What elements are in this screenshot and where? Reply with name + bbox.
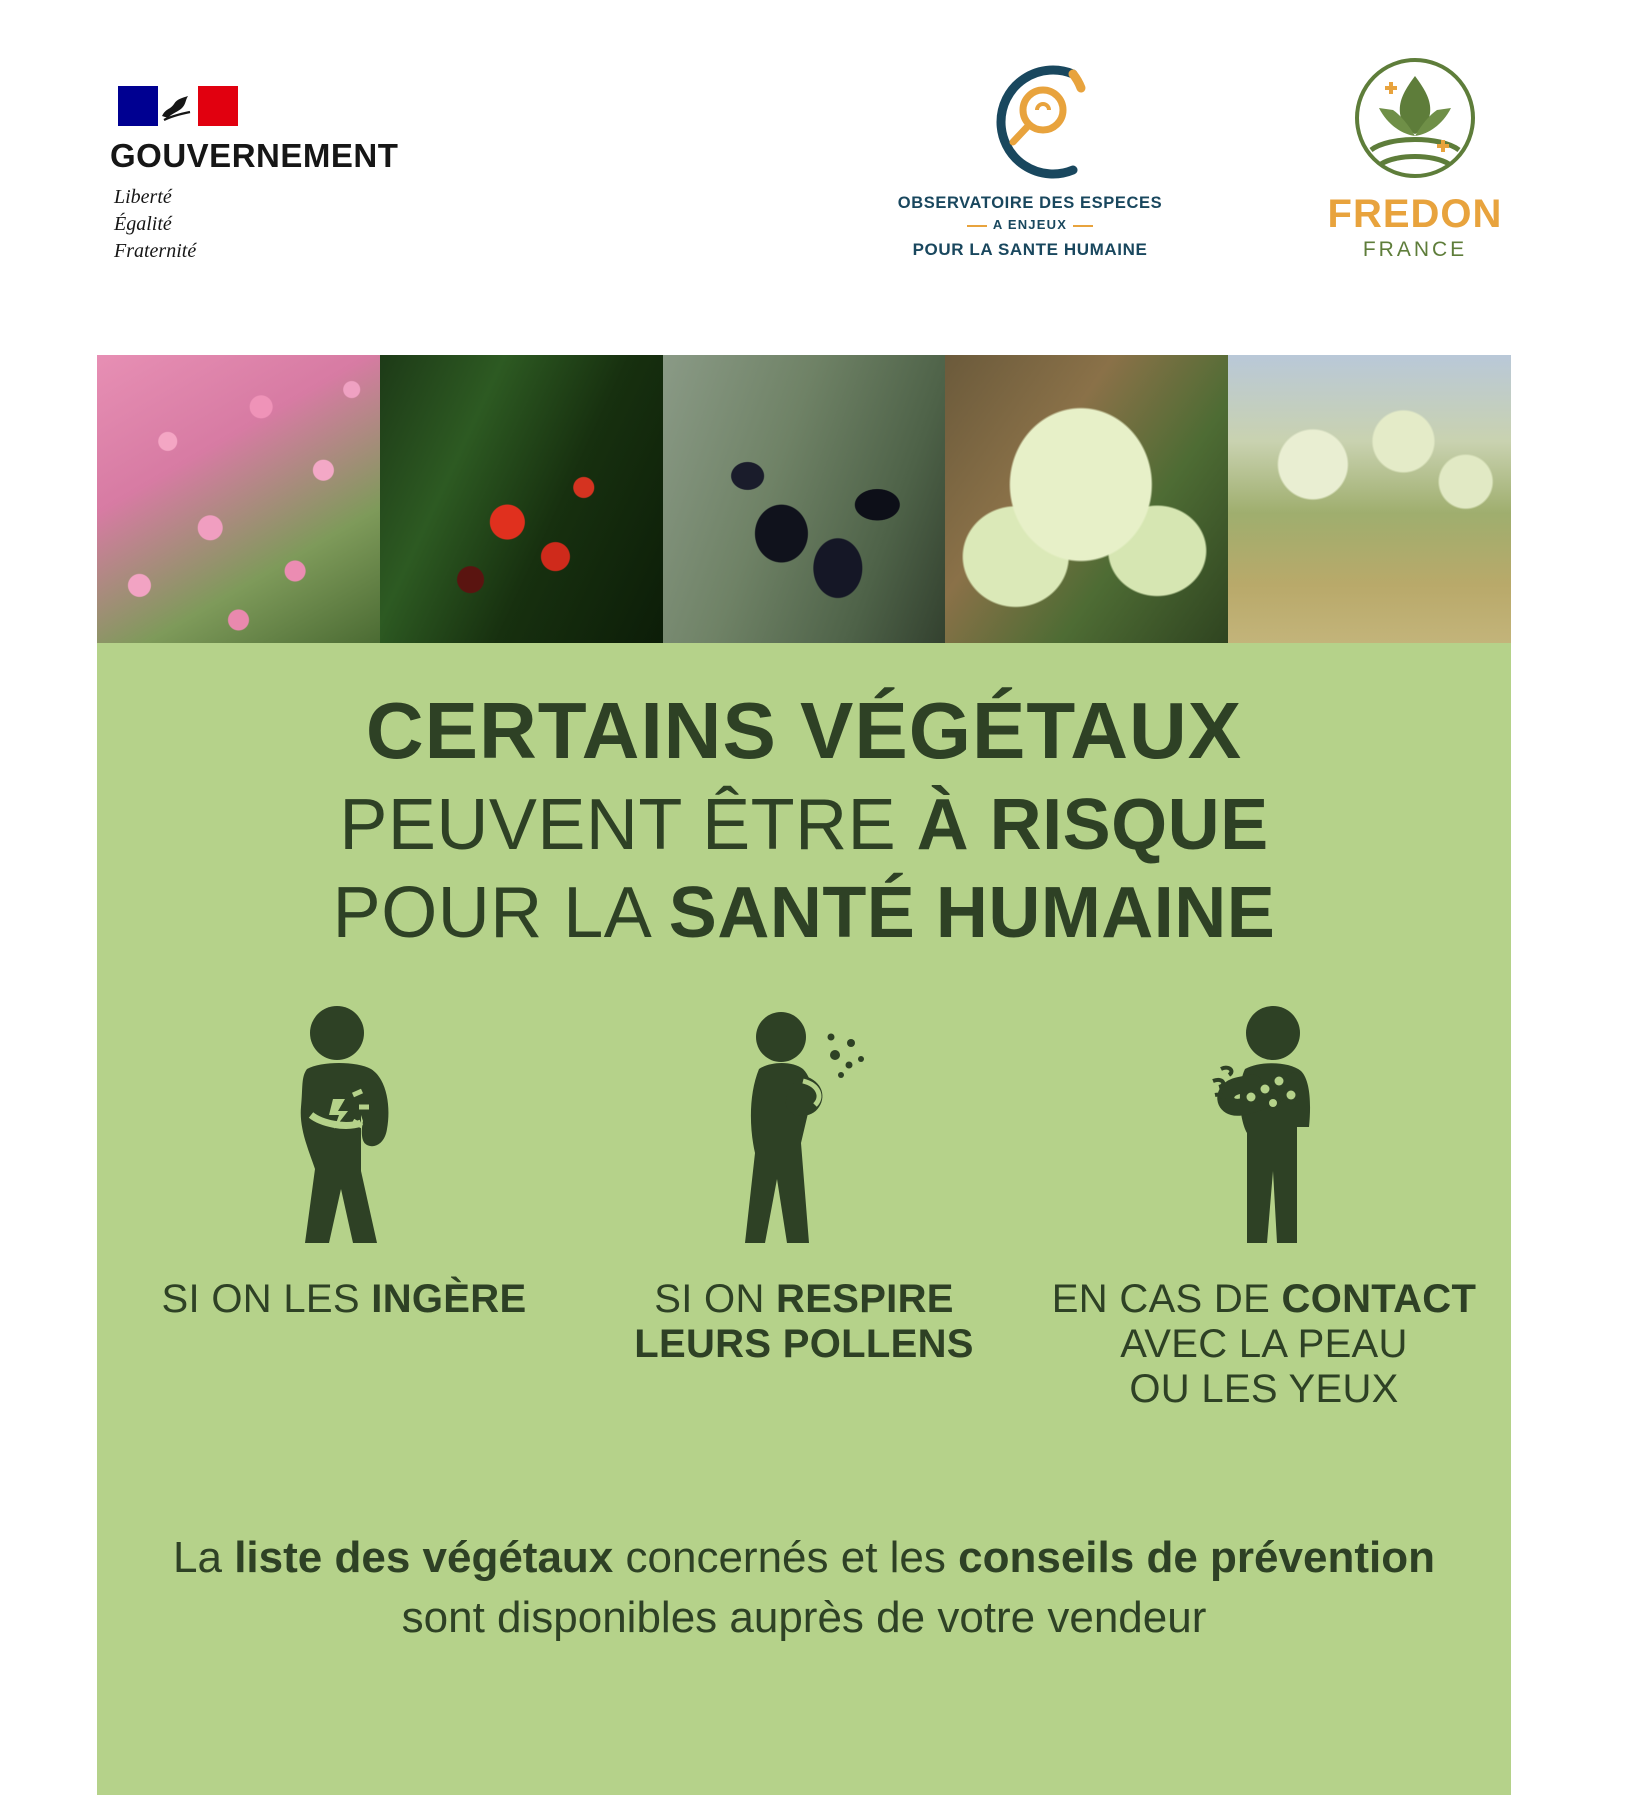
- picto-contact-caption: [1034, 1277, 1494, 1411]
- headline-line-3: [97, 873, 1511, 953]
- photo-dieffenbachia: [945, 355, 1228, 643]
- photo-olives: [663, 355, 946, 643]
- message-panel: [97, 643, 1511, 1795]
- person-skin-contact-icon: [1034, 993, 1494, 1263]
- footer-part-3: [1198, 1533, 1210, 1582]
- fredon-wordmark: FREDON: [1327, 192, 1503, 236]
- fredon-subtitle: FRANCE: [1362, 238, 1468, 261]
- headline-line-3-bold: SANTÉ HUMAINE: [668, 873, 1276, 953]
- motto-liberte: Liberté: [114, 186, 172, 209]
- footer-part-1: La: [173, 1533, 235, 1583]
- flag-blue-stripe: [118, 86, 158, 126]
- republic-motto: [114, 184, 470, 265]
- gouvernement-logo-block: [110, 80, 470, 265]
- picto-row: [97, 993, 1511, 1411]
- observatoire-line-3: POUR LA SANTE HUMAINE: [912, 240, 1148, 259]
- picto-pollen-caption-bold: RESPIRE: [776, 1277, 954, 1321]
- footer-bold-1: liste des végétaux: [234, 1533, 614, 1583]
- marianne-profile-icon: [158, 86, 198, 126]
- footer-bold-2: conseils de: [958, 1533, 1198, 1583]
- picto-contact: [1034, 993, 1494, 1411]
- footer-part-4: sont disponibles auprès de votre vendeur: [401, 1592, 1207, 1642]
- motto-fraternite: Fraternité: [114, 240, 197, 263]
- observatoire-line-1: OBSERVATOIRE DES ESPECES: [897, 194, 1163, 212]
- photo-laurier-rose: [97, 355, 380, 643]
- picto-contact-caption-line2: AVEC LA PEAU: [1120, 1321, 1408, 1366]
- picto-contact-caption-line1: [1034, 1277, 1494, 1322]
- headline-line-2-bold: À RISQUE: [916, 785, 1269, 865]
- headline-block: [97, 643, 1511, 953]
- footer-bold-3: prévention: [1210, 1533, 1435, 1583]
- photo-berce: [1228, 355, 1511, 643]
- observatoire-line-2: A ENJEUX: [967, 217, 1093, 232]
- picto-pollen: [574, 993, 1034, 1367]
- picto-pollen-caption-line2-bold: LEURS POLLENS: [634, 1321, 974, 1366]
- picto-contact-caption-bold: CONTACT: [1281, 1277, 1477, 1321]
- headline-line-3-plain: POUR LA: [332, 873, 669, 953]
- picto-contact-caption-line3: OU LES YEUX: [1129, 1366, 1399, 1411]
- marianne-icon: [118, 80, 238, 132]
- observatoire-logo-block: [880, 58, 1180, 260]
- picto-ingestion-caption: [114, 1277, 574, 1322]
- footer-part-2: concernés et les: [613, 1533, 959, 1583]
- person-stomach-ache-icon: [114, 993, 574, 1263]
- photo-if: [380, 355, 663, 643]
- picto-ingestion-caption-plain: SI ON LES: [161, 1277, 372, 1321]
- person-sneezing-pollen-icon: [574, 993, 1034, 1263]
- motto-egalite: Égalité: [114, 213, 172, 236]
- picto-ingestion-caption-bold: INGÈRE: [371, 1277, 527, 1321]
- headline-line-2-plain: PEUVENT ÊTRE: [339, 785, 917, 865]
- picto-pollen-caption-line1: [574, 1277, 1034, 1322]
- headline-line-1: CERTAINS VÉGÉTAUX: [365, 686, 1243, 775]
- picto-ingestion: [114, 993, 574, 1322]
- fredon-leaf-icon: [1345, 52, 1485, 192]
- gouvernement-wordmark: GOUVERNEMENT: [110, 137, 399, 174]
- picto-contact-caption-plain: EN CAS DE: [1051, 1277, 1282, 1321]
- poster-header: [0, 0, 1650, 300]
- fredon-logo-block: [1285, 52, 1545, 262]
- plant-photo-strip: [97, 355, 1511, 643]
- flag-red-stripe: [198, 86, 238, 126]
- headline-line-2: [97, 785, 1511, 865]
- picto-pollen-caption-line2: [574, 1322, 1034, 1367]
- footer-message: [167, 1528, 1441, 1647]
- picto-pollen-caption: [574, 1277, 1034, 1367]
- picto-pollen-caption-plain: SI ON: [654, 1277, 777, 1321]
- observatoire-magnifier-icon: [955, 58, 1105, 188]
